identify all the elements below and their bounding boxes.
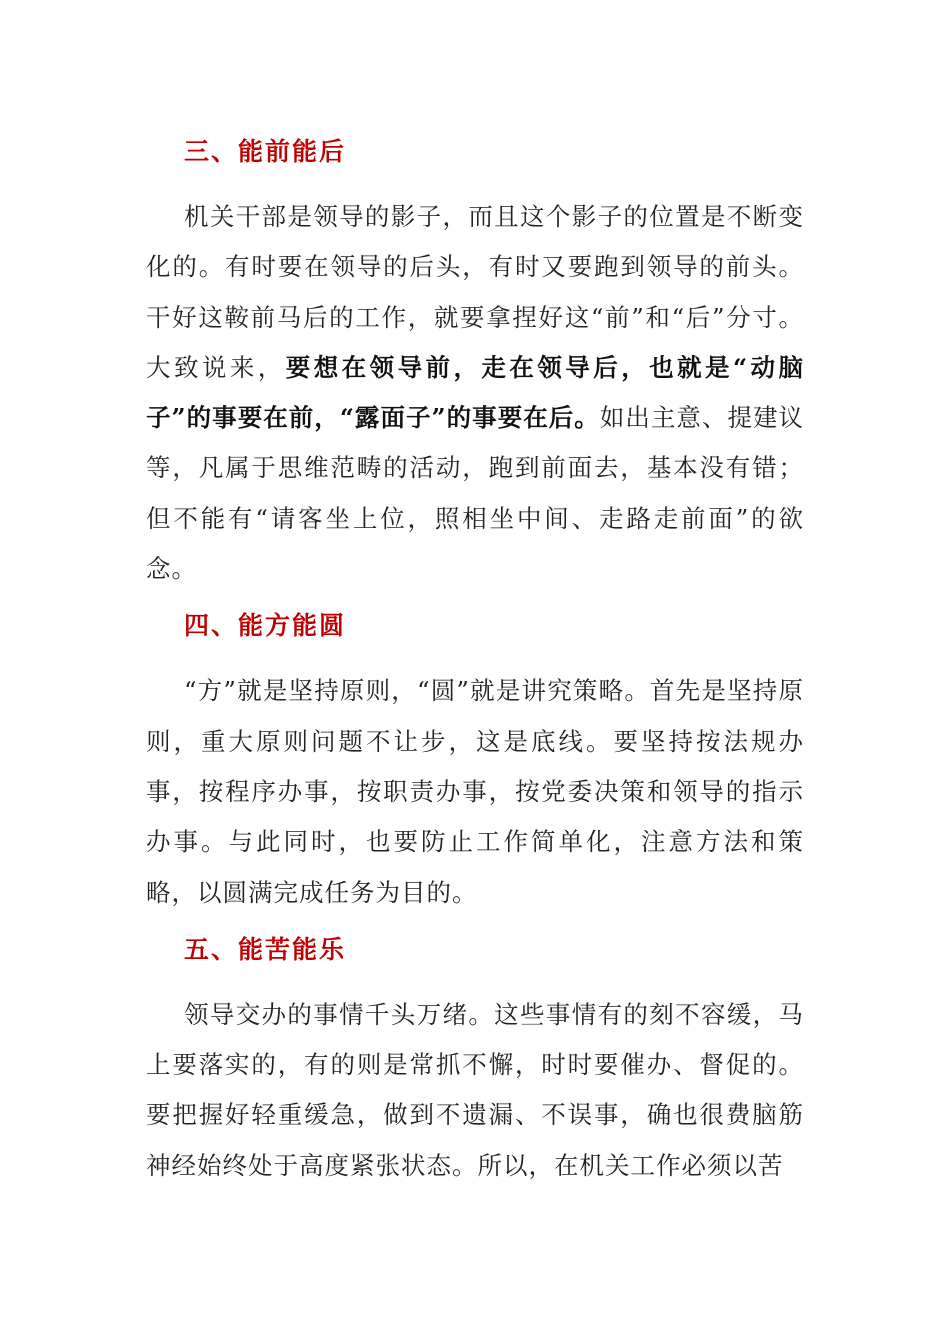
section-paragraph-5: 领导交办的事情千头万绪。这些事情有的刻不容缓，马上要落实的，有的则是常抓不懈，时时要催办、督促的。要把握好轻重缓急，做到不遗漏、不误事，确也很费脑筋神经始终处于高度紧张状态。所以，在机关工作必须以苦 [146,999,804,1180]
paragraph-text: 如出主意、提建议等，凡属于思维范畴的活动，跑到前面去，基本没有错；但不能有“请客坐上位，照相坐中间、走路走前面”的欲念。 [146,403,805,584]
section-heading-4: 四、能方能圆 [184,611,347,641]
section-paragraph-3 [146,192,804,594]
paragraph-text: 机关干部是领导的影子，而且这个影子的位置是不断变化的。有时要在领导的后头，有时又要跑到领导的前头。干好这鞍前马后的工作，就要拿捏好这“前”和“后”分寸。大致说来， [146,202,804,382]
section-paragraph-4: “方”就是坚持原则，“圆”就是讲究策略。首先是坚持原则，重大原则问题不让步，这是底线。要坚持按法规办事，按程序办事，按职责办事，按党委决策和领导的指示办事。与此同时，也要防止工作简单化，注意方法和策略，以圆满完成任务为目的。 [146,676,804,907]
section-heading-3: 三、能前能后 [184,137,347,166]
paragraph-bold-text: 要想在领导前，走在领导后，也就是“动脑子”的事要在前，“露面子”的事要在后。 [146,352,805,433]
section-heading-5: 五、能苦能乐 [184,934,347,964]
